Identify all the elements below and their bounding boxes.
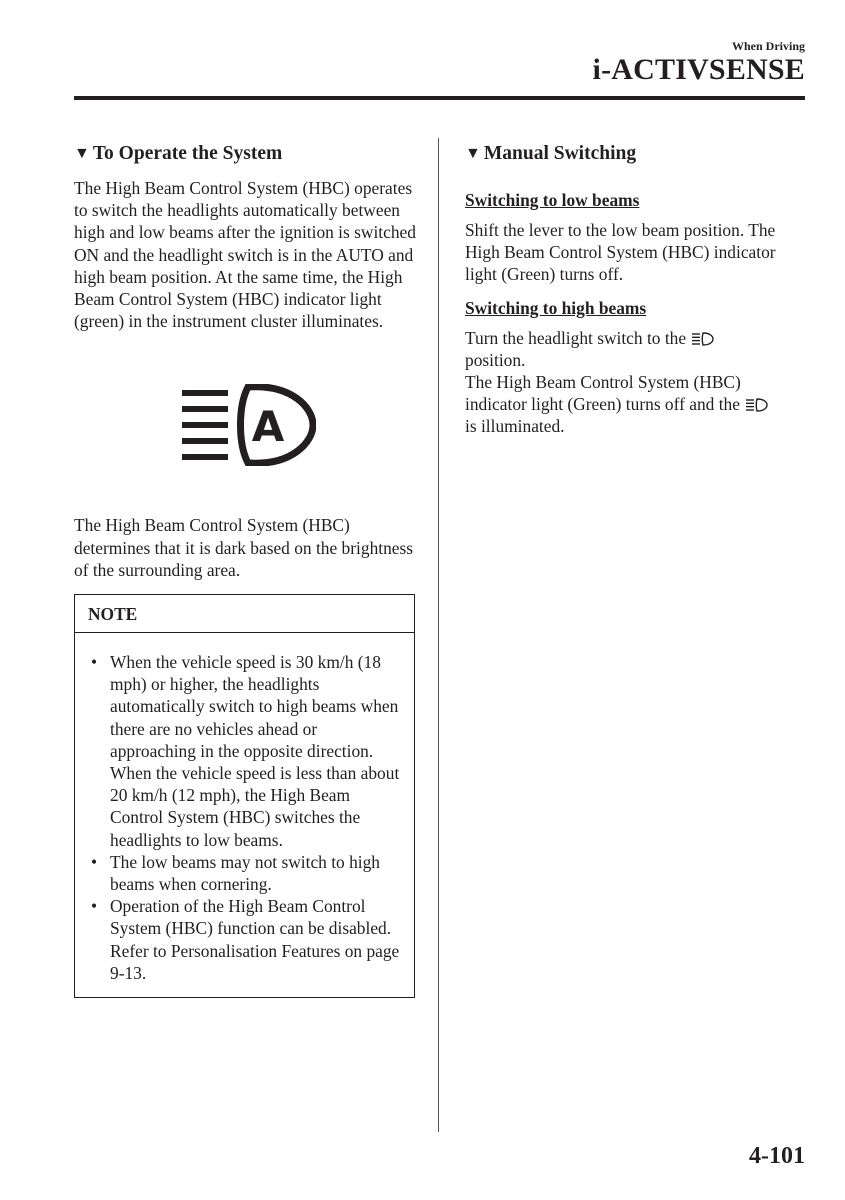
note-item-text: Operation of the High Beam Control System (HBC) function can be disabled. Refer to Personalisation Features on page 9-13.	[110, 896, 400, 983]
darkness-paragraph: The High Beam Control System (HBC) determines that it is dark based on the brightness of the surrounding area.	[74, 515, 414, 580]
note-item	[89, 895, 404, 984]
note-item-text: When the vehicle speed is less than about 20 km/h (12 mph), the High Beam Control System (HBC) switches the headlights to low beams.	[110, 763, 400, 850]
note-item-text: The low beams may not switch to high beams when cornering.	[110, 851, 380, 895]
high-beam-icon	[691, 332, 714, 346]
note-item-text: When the vehicle speed is 30 km/h (18 mph) or higher, the headlights automatically switch to high beams when there are no vehicles ahead or approaching in the opposite direction.	[110, 652, 399, 761]
high-beam-icon	[745, 398, 768, 412]
note-title: NOTE	[75, 595, 414, 633]
triangle-marker-icon: ▼	[465, 145, 481, 162]
note-box	[74, 594, 415, 998]
page-number: 4-101	[749, 1143, 805, 1169]
note-item	[89, 851, 404, 895]
hbc-indicator-figure	[74, 332, 419, 514]
operate-paragraph: The High Beam Control System (HBC) operates to switch the headlights automatically between high and low beams after the ignition is switched ON and the headlight switch is in the AUTO and high beam position. At the same time, the High Beam Control System (HBC) indicator light (green) in the instrument cluster illuminates.	[74, 178, 416, 332]
svg-text:A: A	[251, 402, 285, 452]
high-beams-heading: Switching to high beams	[465, 297, 647, 318]
note-item	[89, 651, 404, 851]
manual-switching-heading-text: Manual Switching	[483, 143, 637, 164]
left-column	[74, 142, 419, 998]
operate-system-heading-text: To Operate the System	[92, 143, 283, 164]
bullet: •	[91, 851, 98, 872]
bullet: •	[91, 652, 98, 673]
high-beams-text-c: The High Beam Control System (HBC) indicator light (Green) turns off and the	[465, 372, 741, 415]
section-title: i-ACTIVSENSE	[592, 53, 805, 86]
bullet: •	[91, 896, 98, 917]
manual-switching-heading	[465, 142, 805, 166]
auto-high-beam-icon	[180, 384, 316, 466]
header-rule	[74, 96, 805, 100]
right-column	[465, 142, 805, 438]
column-divider	[438, 138, 439, 1132]
chapter-subtitle: When Driving	[731, 39, 805, 53]
high-beams-text-d: is illuminated.	[465, 416, 565, 437]
high-beams-text	[465, 327, 805, 438]
high-beams-text-a: Turn the headlight switch to the	[465, 327, 687, 348]
triangle-marker-icon: ▼	[74, 145, 90, 162]
note-list	[75, 633, 414, 997]
low-beams-text: Shift the lever to the low beam position. The High Beam Control System (HBC) indicator light (Green) turns off.	[465, 220, 776, 285]
high-beams-text-b: position.	[465, 349, 526, 370]
operate-system-heading	[74, 142, 419, 166]
low-beams-heading: Switching to low beams	[465, 190, 640, 210]
